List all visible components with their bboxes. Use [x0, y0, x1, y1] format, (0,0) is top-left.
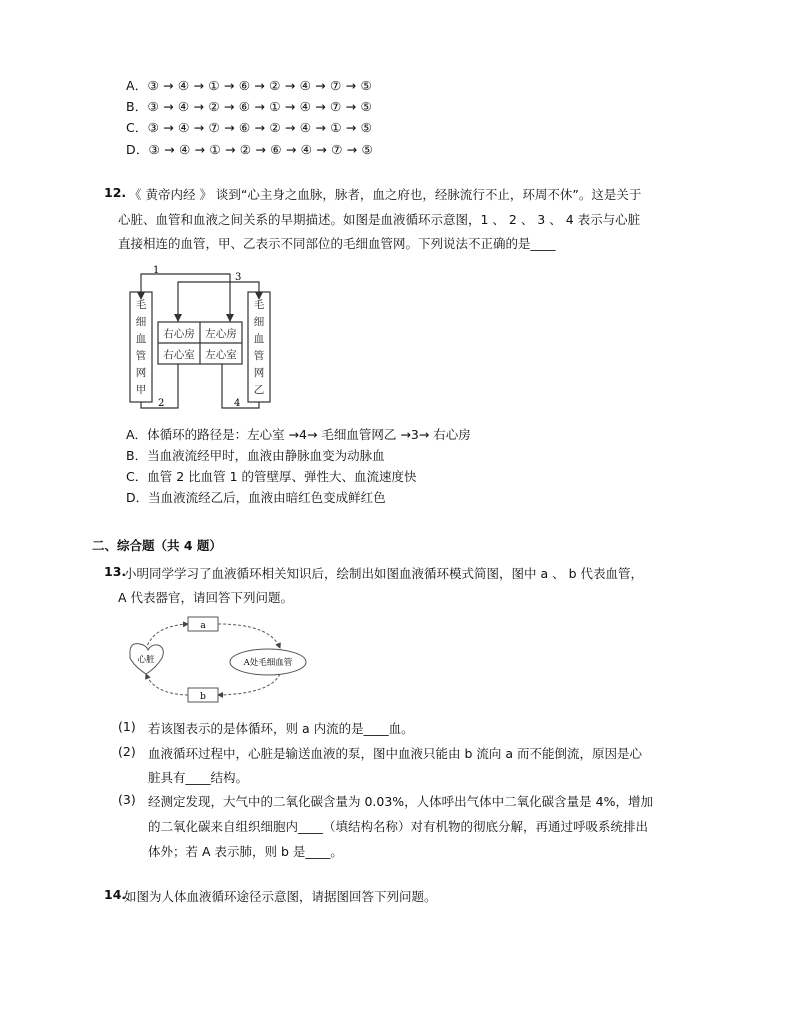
q13-circulation-sketch	[118, 612, 314, 706]
label-3: 3	[235, 272, 242, 283]
q13-sub2-number: (2)	[118, 744, 136, 759]
jia-char: 毛	[135, 299, 147, 311]
q13-sub3-line3: 体外；若 A 表示肺，则 b 是____。	[148, 844, 343, 859]
yi-char: 网	[253, 367, 265, 379]
section-heading: 二、综合题（共 4 题）	[92, 538, 222, 553]
option-label: D．	[126, 490, 149, 505]
label-1: 1	[153, 265, 160, 276]
q12-stem-line3: 直接相连的血管，甲、乙表示不同部位的毛细血管网。下列说法不正确的是____	[118, 236, 556, 251]
option-label: C．	[126, 120, 148, 135]
q12-option-c	[126, 467, 417, 485]
q13-sub1-number: (1)	[118, 719, 136, 734]
q13-sub3-number: (3)	[118, 792, 136, 807]
q11-option-d	[126, 140, 373, 158]
q12-option-b	[126, 446, 385, 464]
q11-option-c	[126, 118, 372, 136]
q13-sub2-line2: 脏具有____结构。	[148, 770, 249, 785]
label-2: 2	[158, 398, 165, 409]
option-label: B．	[126, 448, 148, 463]
q14-stem: 如图为人体血液循环途径示意图，请据图回答下列问题。	[124, 889, 437, 904]
yi-char: 细	[253, 316, 265, 328]
q11-option-a	[126, 76, 372, 94]
option-text: 血管 2 比血管 1 的管壁厚、弹性大、血流速度快	[147, 469, 417, 484]
capillary-a-label: A处毛细血管	[243, 658, 293, 668]
q12-circulation-diagram	[120, 262, 280, 414]
yi-char: 乙	[253, 384, 265, 396]
option-label: D．	[126, 142, 149, 157]
option-text: 当血液流经甲时，血液由静脉血变为动脉血	[147, 448, 385, 463]
q13-stem-line1: 小明同学学习了血液循环相关知识后，绘制出如图血液循环模式简图，图中 a 、 b 代表血管，	[124, 566, 643, 581]
jia-char: 网	[135, 367, 147, 379]
q13-sub2-line1: 血液循环过程中，心脏是输送血液的泵，图中血液只能由 b 流向 a 而不能倒流，原因是心	[148, 746, 642, 761]
left-ventricle-label: 左心室	[205, 349, 237, 361]
right-atrium-label: 右心房	[163, 328, 195, 340]
option-label: C．	[126, 469, 148, 484]
label-4: 4	[234, 398, 241, 409]
q13-sub1-line1: 若该图表示的是体循环，则 a 内流的是____血。	[148, 721, 414, 736]
option-text: 体循环的路径是：左心室 →4→ 毛细血管网乙 →3→ 右心房	[147, 427, 471, 442]
q12-stem-line2: 心脏、血管和血液之间关系的早期描述。如图是血液循环示意图，1 、 2 、 3 、 4 表示与心脏	[118, 212, 641, 227]
yi-char: 毛	[253, 299, 265, 311]
q12-option-d	[126, 488, 386, 506]
jia-char: 甲	[135, 384, 147, 396]
vessel-a-label: a	[200, 621, 206, 631]
jia-char: 管	[135, 350, 147, 362]
vessel-b-label: b	[200, 692, 206, 702]
q12-stem-line1: 《 黄帝内经 》 谈到“心主身之血脉，脉者，血之府也，经脉流行不止，环周不休”。这是关于	[129, 187, 642, 202]
q11-option-b	[126, 97, 372, 115]
option-text: ③ → ④ → ① → ② → ⑥ → ④ → ⑦ → ⑤	[148, 142, 373, 157]
yi-char: 血	[253, 333, 265, 345]
option-label: A．	[126, 427, 148, 442]
q12-number: 12.	[104, 185, 127, 200]
heart-label: 心脏	[137, 655, 155, 665]
jia-char: 血	[135, 333, 147, 345]
option-text: 当血液流经乙后，血液由暗红色变成鲜红色	[148, 490, 386, 505]
option-text: ③ → ④ → ⑦ → ⑥ → ② → ④ → ① → ⑤	[147, 120, 373, 135]
yi-char: 管	[253, 350, 265, 362]
q13-sub3-line2: 的二氧化碳来自组织细胞内____（填结构名称）对有机物的彻底分解，再通过呼吸系统排出	[148, 819, 649, 834]
q13-stem-line2: A 代表器官，请回答下列问题。	[118, 590, 294, 605]
option-text: ③ → ④ → ② → ⑥ → ① → ④ → ⑦ → ⑤	[147, 99, 372, 114]
left-atrium-label: 左心房	[205, 328, 237, 340]
q13-number: 13.	[104, 564, 127, 579]
option-label: B．	[126, 99, 148, 114]
q14-number: 14.	[104, 887, 127, 902]
q12-option-a	[126, 425, 471, 443]
option-text: ③ → ④ → ① → ⑥ → ② → ④ → ⑦ → ⑤	[147, 78, 372, 93]
option-label: A．	[126, 78, 148, 93]
right-ventricle-label: 右心室	[163, 349, 195, 361]
jia-char: 细	[135, 316, 147, 328]
q13-sub3-line1: 经测定发现，大气中的二氧化碳含量为 0.03%，人体呼出气体中二氧化碳含量是 4%，增加	[148, 794, 653, 809]
